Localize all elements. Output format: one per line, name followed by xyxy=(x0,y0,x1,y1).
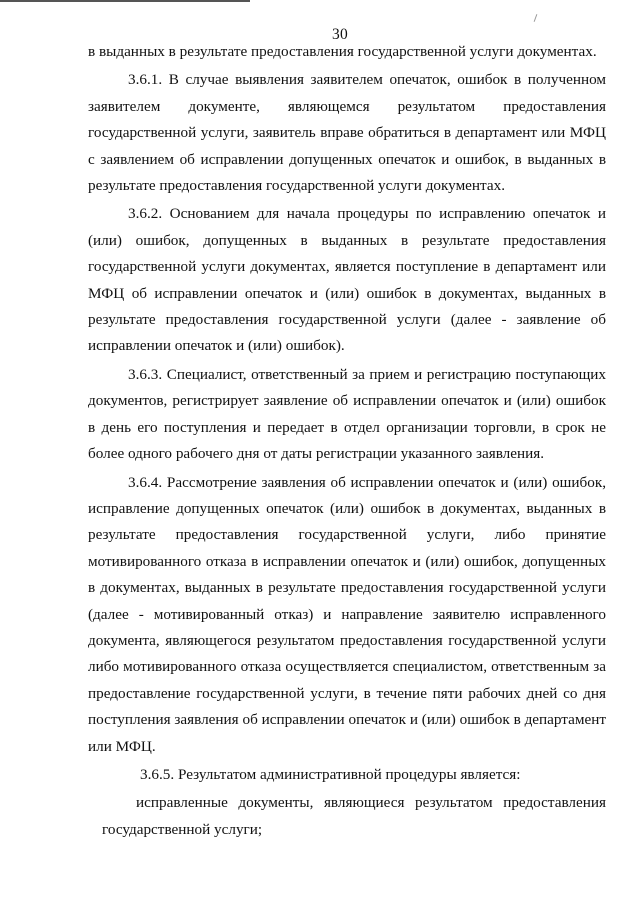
paragraph-3-6-3: 3.6.3. Специалист, ответственный за прием и регистрацию поступающих документов, регистрирует заявление об исправлении опечаток и (или) ошибок в день его поступления и передает в отдел организации торговли, в срок не более одного рабочего дня от даты регистрации указанного заявления. xyxy=(88,365,606,463)
paragraph-continuation: в выданных в результате предоставления государственной услуги документах. xyxy=(88,43,597,60)
scan-edge-line xyxy=(0,0,250,2)
paragraph-3-6-5: 3.6.5. Результатом административной процедуры является: xyxy=(140,765,521,783)
paragraph-3-6-4: 3.6.4. Рассмотрение заявления об исправлении опечаток и (или) ошибок, исправление допущенных опечаток (или) ошибок в документах, выданных в результате предоставления государственной услуги, либо принятие мотивированного отказа в исправлении опечаток и (или) ошибок, допущенных в документах, выданных в результате предоставления государственной услуги (далее - мотивированный отказ) и направление заявителю исправленного документа, являющегося результатом предоставления государственной услуги либо мотивированного отказа осуществляется специалистом, ответственным за предоставление государственной услуги, в течение пяти рабочих дней со дня поступления заявления об исправлении опечаток и (или) ошибок в департамент или МФЦ. xyxy=(88,473,606,755)
document-body xyxy=(88,39,606,843)
paragraph-3-6-1: 3.6.1. В случае выявления заявителем опечаток, ошибок в полученном заявителем документе, являющемся результатом предоставления государственной услуги, заявитель вправе обратиться в департамент или МФЦ с заявлением об исправлении допущенных опечаток и ошибок, в выданных в результате предоставления государственной услуги документах. xyxy=(88,71,606,195)
page-number: 30 xyxy=(331,26,349,43)
scan-mark xyxy=(534,14,538,22)
result-item: исправленные документы, являющиеся результатом предоставления государственной услуги; xyxy=(102,794,606,838)
paragraph-3-6-2: 3.6.2. Основанием для начала процедуры по исправлению опечаток и (или) ошибок, допущенных в выданных в результате предоставления государственной услуги документах, является поступление в департамент или МФЦ об исправлении опечаток и (или) ошибок в документах, выданных в результате предоставления государственной услуги (далее - заявление об исправлении опечаток и (или) ошибок). xyxy=(88,205,606,355)
